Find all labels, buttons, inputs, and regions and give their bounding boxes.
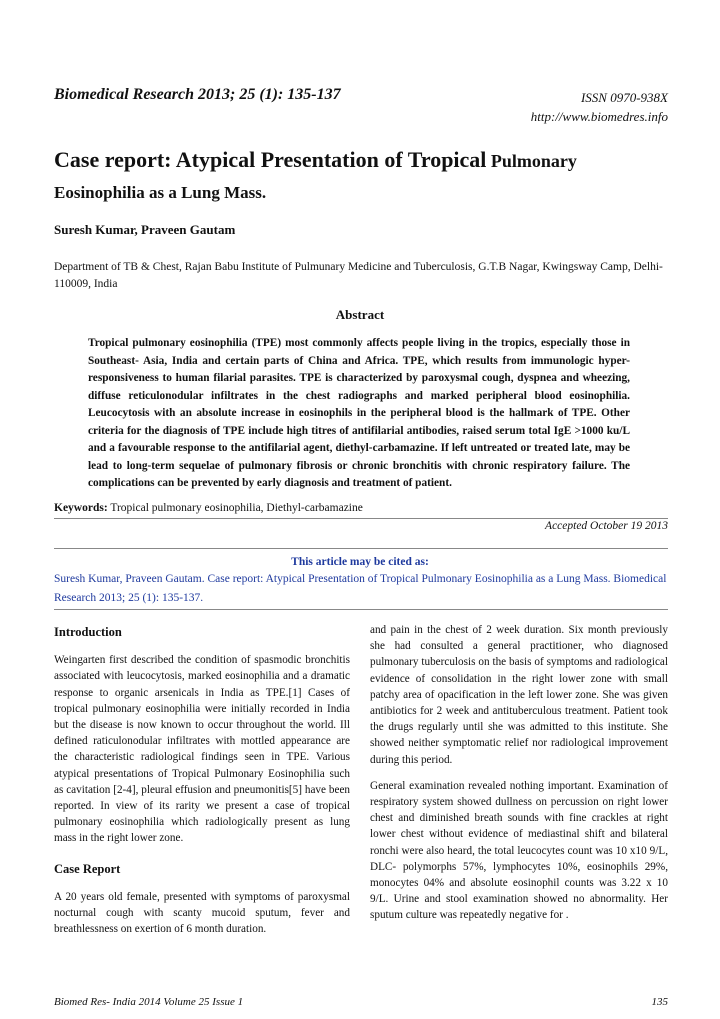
authors: Suresh Kumar, Praveen Gautam (54, 222, 236, 237)
abstract-text: Tropical pulmonary eosinophilia (TPE) most commonly affects people living in the tropics, especially those in Southeast- Asia, India and certain parts of China and Africa. TPE, which results from immunologic hyper-responsiveness to human filarial parasites. TPE is characterized by paroxysmal cough, dyspnea and wheezing, diffuse reticulonodular infiltrates in the chest radiographs and marked peripheral blood eosinophilia. Leucocytosis with an absolute increase in eosinophils in the peripheral blood is the hallmark of TPE. Other criteria for the diagnosis of TPE include high titres of antifilarial antibodies, raised serum total IgE >1000 ku/L and a favourable response to the antifilarial agent, diethyl-carbamazine. If left untreated or treated late, may be lead to long-term sequelae of pulmonary fibrosis or chronic bronchitis with chronic respiratory failure. The complications can be prevented by early diagnosis and treatment of patient. (88, 337, 630, 489)
divider (54, 518, 668, 519)
affiliation: Department of TB & Chest, Rajan Babu Institute of Pulmunary Medicine and Tuberculosis, G.T.B Nagar, Kwingsway Camp, Delhi-110009, India (54, 261, 663, 290)
keywords-label: Keywords: (54, 502, 108, 514)
title-part2: Pulmonary (486, 151, 577, 171)
title-line2: Eosinophilia as a Lung Mass. (54, 183, 267, 202)
footer-journal: Biomed Res- India 2014 Volume 25 Issue 1 (54, 996, 244, 1008)
case-report-text: A 20 years old female, presented with symptoms of paroxysmal nocturnal cough with scanty mucoid sputum, fever and breathlessness on exertion of 6 month duration. (54, 890, 350, 936)
journal-url[interactable]: http://www.biomedres.info (530, 109, 668, 124)
divider (54, 548, 668, 549)
issn: ISSN 0970-938X (580, 90, 668, 105)
accepted-date: Accepted October 19 2013 (545, 520, 668, 532)
title-part1: Case report: Atypical Presentation of Tropical (54, 147, 487, 172)
divider (54, 609, 668, 610)
introduction-heading: Introduction (54, 625, 122, 639)
citation-heading: This article may be cited as: (291, 556, 429, 568)
keywords (54, 502, 363, 514)
issn-block (531, 88, 668, 126)
article-title (54, 144, 674, 208)
journal-header: Biomedical Research 2013; 25 (1): 135-137 (54, 86, 341, 103)
case-report-heading: Case Report (54, 861, 121, 876)
citation-text[interactable]: Suresh Kumar, Praveen Gautam. Case report: Atypical Presentation of Tropical Pulmonary Eosinophilia as a Lung Mass. Biomedical Research 2013; 25 (1): 135-137. (54, 573, 667, 604)
right-paragraph-2: General examination revealed nothing important. Examination of respiratory system showed dullness on percussion on right lower chest and diminished breath sounds with fine crackles at right lower chest without evidence of mediastinal shift and bilateral ronchi were also heard, the total leucocytes count was 10 x10 9/L, DLC- polymorphs 57%, lymphocytes 10%, eosinophils 29%, monocytes 04% and absolute eosinophil counts was 3.22 x 10 9/L. Urine and stool examination showed no abnormality. Her sputum culture was repeatedly negative for . (370, 779, 668, 922)
left-column (54, 624, 350, 947)
right-paragraph-1: and pain in the chest of 2 week duration. Six month previously she had consulted a general practitioner, who diagnosed pulmonary tuberculosis on the basis of symptoms and radiological evidence of consolidation in the right lower zone with small patchy area of opacification in the left lower zone. She was given antibiotics for 2 week and antituberculous treatment. Patient took the drugs regularly until she was admitted to this institute. She showed neither symptomatic relief nor radiological improvement during this period. (370, 624, 668, 766)
introduction-text: Weingarten first described the condition of spasmodic bronchitis associated with leucocytosis, marked eosinophilia and a dramatic response to organic arsenicals in India as TPE.[1] Cases of tropical pulmonary eosinophilia were initially recorded in India but the disease is now known to occur throughout the world. Ill defined raticulonodular infiltrates with mottled appearance are the characteristic radiological findings seen in TPE. Various atypical presentations of Tropical Pulmonary Eosinophilia such as cavitation [2-4], pleural effusion and pneumonitis[5] have been reported. In view of its rarity we present a case of tropical pulmonary eosinophilia which radiologically present as lung mass in the right lower zone. (54, 654, 350, 845)
page-number: 135 (651, 996, 668, 1008)
abstract-heading: Abstract (335, 307, 385, 322)
right-column (370, 622, 668, 934)
keywords-value: Tropical pulmonary eosinophilia, Diethyl-carbamazine (110, 502, 363, 514)
